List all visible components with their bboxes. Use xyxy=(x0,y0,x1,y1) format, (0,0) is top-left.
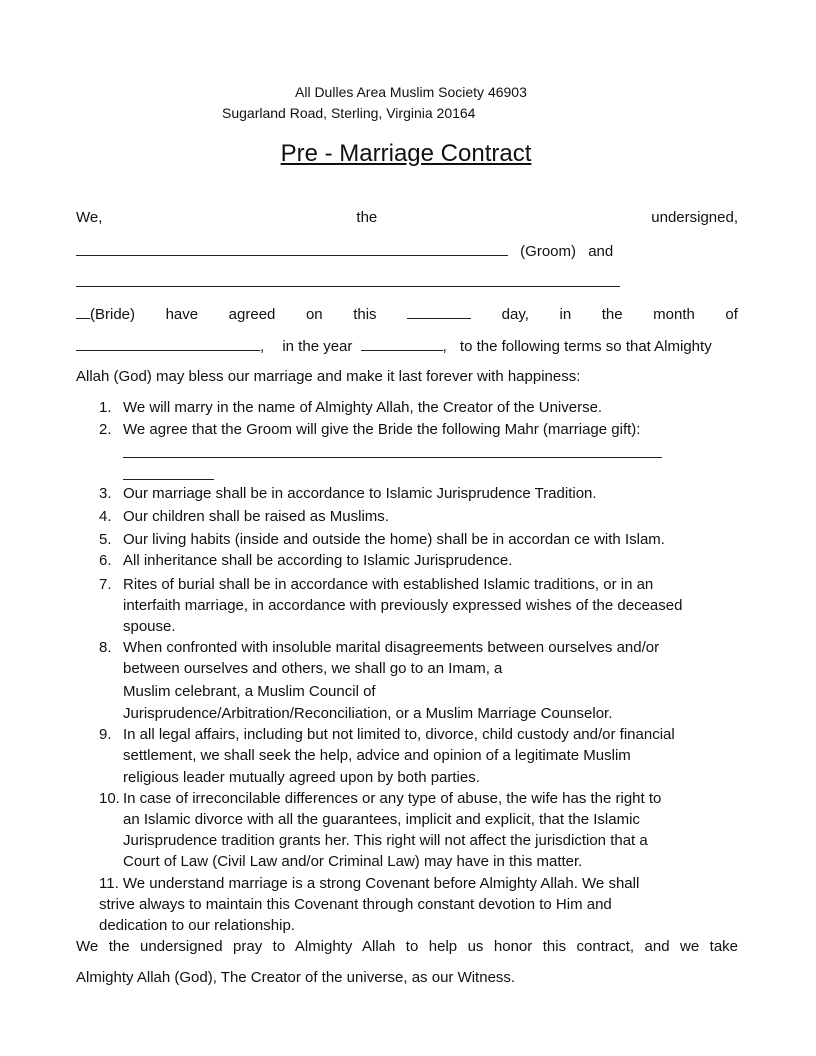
term-text: Muslim celebrant, a Muslim Council of xyxy=(123,683,376,700)
comma: , xyxy=(260,338,265,355)
intro-word-undersigned: undersigned, xyxy=(651,209,738,226)
term-text: between ourselves and others, we shall go to an Imam, a xyxy=(123,660,503,677)
term-number: 9. xyxy=(99,726,112,743)
term-text: an Islamic divorce with all the guarantees, implicit and explicit, that the Islamic xyxy=(123,811,640,828)
term-text: interfaith marriage, in accordance with previously expressed wishes of the deceased xyxy=(123,597,683,614)
intro-line-1 xyxy=(76,209,738,226)
word-have: have xyxy=(165,306,199,323)
intro-line-6: Allah (God) may bless our marriage and make it last forever with happiness: xyxy=(76,368,581,385)
term-text: Jurisprudence/Arbitration/Reconciliation, or a Muslim Marriage Counselor. xyxy=(123,705,613,722)
word-day: day, xyxy=(501,306,529,323)
groom-name-blank[interactable] xyxy=(76,241,508,256)
mahr-blank-line-1[interactable] xyxy=(123,443,662,458)
word-agreed: agreed xyxy=(228,306,276,323)
closing-line-1: We the undersigned pray to Almighty Allah to help us honor this contract, and we take xyxy=(76,938,738,955)
term-text: In case of irreconcilable differences or any type of abuse, the wife has the right to xyxy=(123,790,662,807)
year-prefix: in the year xyxy=(282,338,353,355)
word-in: in xyxy=(559,306,572,323)
term-text: Our living habits (inside and outside the home) shall be in accordan ce with Islam. xyxy=(123,531,665,548)
word-this: this xyxy=(353,306,377,323)
term-text: In all legal affairs, including but not limited to, divorce, child custody and/or financial xyxy=(123,726,675,743)
header-address-line: Sugarland Road, Sterling, Virginia 20164 xyxy=(222,105,476,121)
groom-line xyxy=(76,241,613,260)
word-of: of xyxy=(725,306,738,323)
term-text: Rites of burial shall be in accordance with established Islamic traditions, or in an xyxy=(123,576,654,593)
term-number: 3. xyxy=(99,485,112,502)
year-blank[interactable] xyxy=(361,336,443,351)
term-number: 5. xyxy=(99,531,112,548)
mahr-blank-line-2[interactable] xyxy=(123,465,214,480)
term-11-line: strive always to maintain this Covenant through constant devotion to Him and xyxy=(99,896,612,913)
word-month: month xyxy=(653,306,695,323)
term-number: 7. xyxy=(99,576,112,593)
word-the-2: the xyxy=(601,306,623,323)
term-number: 10. xyxy=(99,790,120,807)
intro-word-the: the xyxy=(356,209,378,226)
groom-label: (Groom) xyxy=(520,243,577,260)
bride-label: (Bride) xyxy=(90,306,136,323)
term-text: settlement, we shall seek the help, advice and opinion of a legitimate Muslim xyxy=(123,747,631,764)
term-text: All inheritance shall be according to Islamic Jurisprudence. xyxy=(123,552,513,569)
intro-line-5 xyxy=(76,336,712,355)
term-text: Our marriage shall be in accordance to Islamic Jurisprudence Tradition. xyxy=(123,485,597,502)
term-text: Our children shall be raised as Muslims. xyxy=(123,508,389,525)
term-text: spouse. xyxy=(123,618,176,635)
term-text: We agree that the Groom will give the Bride the following Mahr (marriage gift): xyxy=(123,421,641,438)
and-word: and xyxy=(588,243,614,260)
term-11-line: 11. We understand marriage is a strong Covenant before Almighty Allah. We shall xyxy=(99,875,640,892)
day-blank[interactable] xyxy=(407,304,471,319)
term-text: Jurisprudence tradition grants her. This right will not affect the jurisdiction that a xyxy=(123,832,648,849)
bride-label-group xyxy=(76,304,135,323)
term-number: 1. xyxy=(99,399,112,416)
term-text: When confronted with insoluble marital disagreements between ourselves and/or xyxy=(123,639,660,656)
closing-line-2: Almighty Allah (God), The Creator of the universe, as our Witness. xyxy=(76,969,516,986)
term-text: Court of Law (Civil Law and/or Criminal Law) may have in this matter. xyxy=(123,853,583,870)
term-number: 6. xyxy=(99,552,112,569)
term-text: We will marry in the name of Almighty Allah, the Creator of the Universe. xyxy=(123,399,603,416)
term-number: 8. xyxy=(99,639,112,656)
intro-line-4 xyxy=(76,304,738,323)
intro-word-we: We, xyxy=(76,209,103,226)
term-text: religious leader mutually agreed upon by both parties. xyxy=(123,769,480,786)
term-11-line: dedication to our relationship. xyxy=(99,917,295,934)
year-suffix: to the following terms so that Almighty xyxy=(459,338,712,355)
term-number: 4. xyxy=(99,508,112,525)
word-on: on xyxy=(305,306,323,323)
bride-name-blank[interactable] xyxy=(76,272,620,287)
month-blank[interactable] xyxy=(76,336,260,351)
bride-name-blank-cont[interactable] xyxy=(76,304,90,319)
document-title: Pre - Marriage Contract xyxy=(280,140,532,167)
header-org-line: All Dulles Area Muslim Society 46903 xyxy=(295,84,527,100)
comma-2: , xyxy=(442,338,447,355)
term-number: 2. xyxy=(99,421,112,438)
bride-line xyxy=(76,272,620,291)
